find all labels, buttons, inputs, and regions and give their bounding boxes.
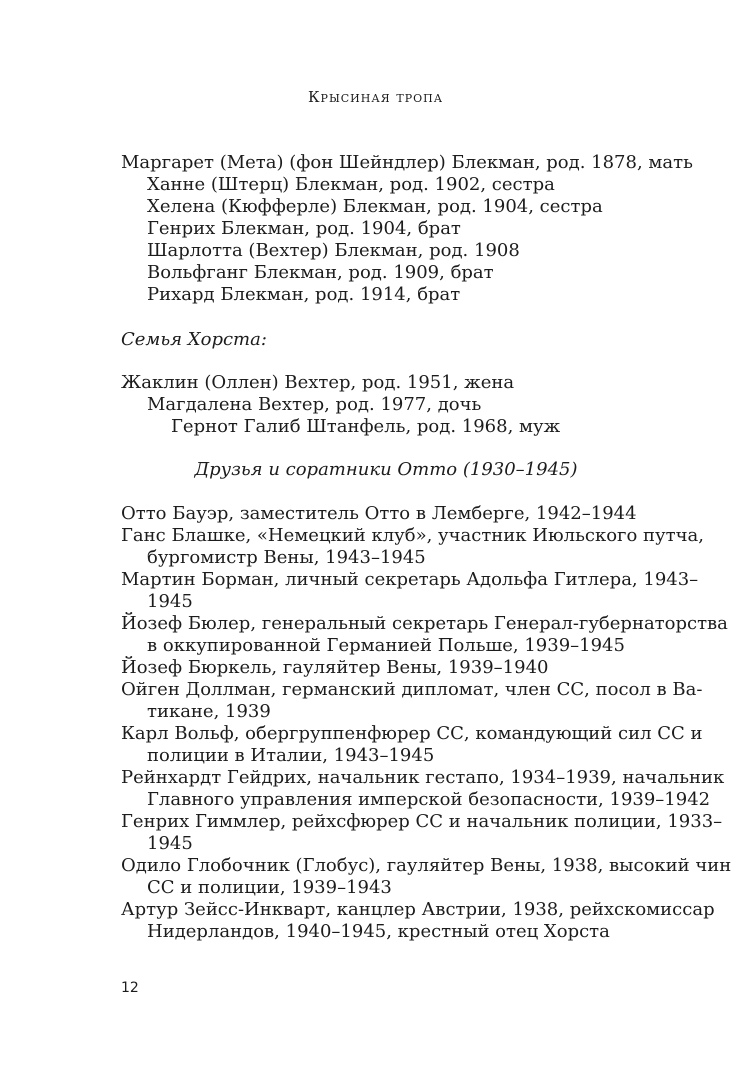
family-member: Ханне (Штерц) Блекман, род. 1902, сестра	[147, 174, 555, 195]
friend-entry-line: Ойген Доллман, германский дипломат, член СС, посол в Ва-	[121, 679, 703, 700]
family-member: Рихард Блекман, род. 1914, брат	[147, 284, 461, 305]
friend-entry-line: тикане, 1939	[147, 701, 271, 722]
family-member: Шарлотта (Вехтер) Блекман, род. 1908	[147, 240, 520, 261]
family-member-mother: Маргарет (Мета) (фон Шейндлер) Блекман, род. 1878, мать	[121, 152, 693, 173]
running-header: Крысиная тропа	[307, 88, 444, 106]
friends-heading: Друзья и соратники Отто (1930–1945)	[194, 459, 578, 480]
friend-entry-line: Одило Глобочник (Глобус), гауляйтер Вены, 1938, высокий чин	[121, 855, 732, 876]
friends-list	[121, 503, 732, 943]
page-number: 12	[121, 980, 139, 996]
friend-entry	[121, 679, 703, 723]
friend-entry-line: 1945	[147, 833, 193, 854]
friend-entry-line: Рейнхардт Гейдрих, начальник гестапо, 1934–1939, начальник	[121, 767, 725, 788]
friend-entry-line: Ганс Блашке, «Немецкий клуб», участник Июльского путча,	[121, 525, 704, 546]
friend-entry-line: Йозеф Бюркель, гауляйтер Вены, 1939–1940	[121, 657, 549, 678]
horst-family-member: Жаклин (Оллен) Вехтер, род. 1951, жена	[121, 372, 515, 393]
horst-family-list	[121, 372, 651, 438]
friend-entry	[121, 613, 728, 657]
friend-entry-line: Главного управления имперской безопасности, 1939–1942	[147, 789, 711, 810]
friend-entry-line: полиции в Италии, 1943–1945	[147, 745, 435, 766]
friend-entry	[121, 811, 723, 855]
horst-family-member: Гернот Галиб Штанфель, род. 1968, муж	[171, 416, 561, 437]
friend-entry	[121, 855, 732, 899]
friend-entry-line: 1945	[147, 591, 193, 612]
friend-entry	[121, 657, 651, 679]
friend-entry	[121, 569, 699, 613]
friend-entry	[121, 723, 703, 767]
friend-entry-line: Генрих Гиммлер, рейхсфюрер СС и начальник полиции, 1933–	[121, 811, 723, 832]
family-list	[121, 152, 693, 306]
family-member: Хелена (Кюфферле) Блекман, род. 1904, сестра	[147, 196, 603, 217]
friend-entry	[121, 767, 725, 811]
friend-entry	[121, 525, 704, 569]
friend-entry-line: СС и полиции, 1939–1943	[147, 877, 392, 898]
horst-family-member: Магдалена Вехтер, род. 1977, дочь	[147, 394, 482, 415]
friend-entry-line: Нидерландов, 1940–1945, крестный отец Хорста	[147, 921, 610, 942]
friend-entry-line: в оккупированной Германией Польше, 1939–1945	[147, 635, 625, 656]
friend-entry-line: бургомистр Вены, 1943–1945	[147, 547, 426, 568]
friend-entry-line: Мартин Борман, личный секретарь Адольфа Гитлера, 1943–	[121, 569, 699, 590]
friend-entry-line: Артур Зейсс-Инкварт, канцлер Австрии, 1938, рейхскомиссар	[121, 899, 715, 920]
friend-entry	[121, 899, 715, 943]
friend-entry	[121, 503, 651, 525]
horst-family-heading: Семья Хорста:	[121, 329, 267, 350]
family-member: Генрих Блекман, род. 1904, брат	[147, 218, 461, 239]
friend-entry-line: Отто Бауэр, заместитель Отто в Лемберге, 1942–1944	[121, 503, 637, 524]
friend-entry-line: Йозеф Бюлер, генеральный секретарь Генерал-губернаторства	[121, 613, 728, 634]
family-member: Вольфганг Блекман, род. 1909, брат	[147, 262, 494, 283]
friend-entry-line: Карл Вольф, обергруппенфюрер СС, командующий сил СС и	[121, 723, 703, 744]
